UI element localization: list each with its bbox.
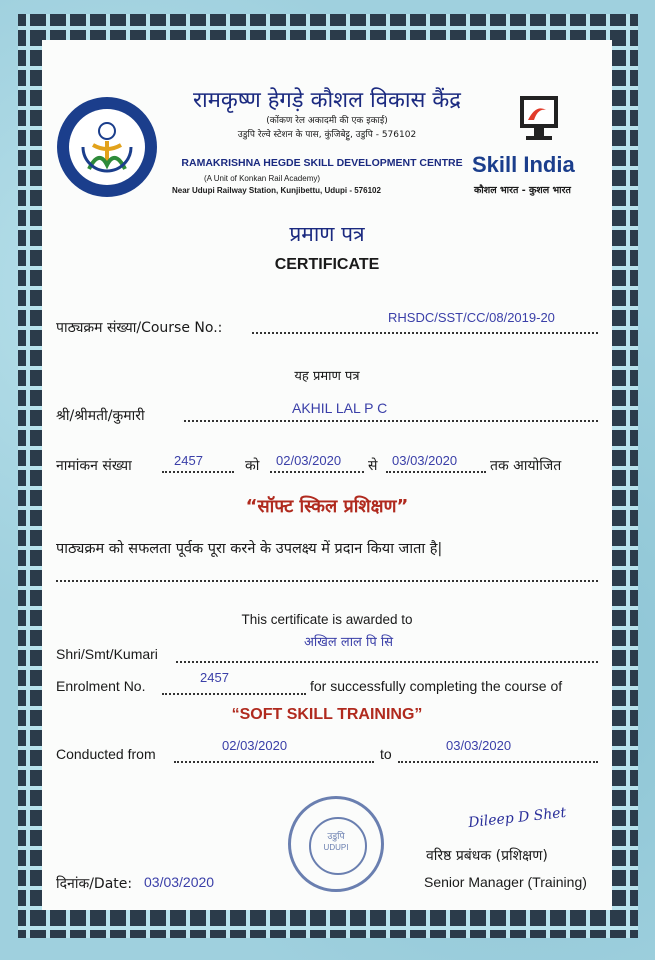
english-to-line xyxy=(398,761,598,763)
certificate-paper xyxy=(42,40,612,910)
hindi-name-label: श्री/श्रीमती/कुमारी xyxy=(56,408,145,424)
english-conducted-label: Conducted from xyxy=(56,746,156,762)
hindi-from-value: 02/03/2020 xyxy=(276,453,342,468)
course-no-value: RHSDC/SST/CC/08/2019-20 xyxy=(388,310,555,325)
hindi-to-value: 03/03/2020 xyxy=(392,453,458,468)
english-intro: This certificate is awarded to xyxy=(241,612,413,627)
stamp-center-hindi: उडुपि xyxy=(327,832,345,842)
certificate-hindi-heading: प्रमाण पत्र xyxy=(289,222,365,246)
english-to-word: to xyxy=(380,746,392,762)
english-name-line xyxy=(176,661,598,663)
header-english-title: RAMAKRISHNA HEGDE SKILL DEVELOPMENT CENTRE xyxy=(181,157,463,169)
english-enrol-label: Enrolment No. xyxy=(56,678,146,694)
header-hindi-title: रामकृष्ण हेगड़े कौशल विकास कैंद्र xyxy=(193,88,461,113)
english-course-title: “SOFT SKILL TRAINING” xyxy=(231,706,423,723)
skill-india-brand: Skill India xyxy=(472,152,575,177)
course-no-line xyxy=(252,332,598,334)
signature: Dileep D Shet xyxy=(467,804,567,832)
english-completion-text: for successfully completing the course of xyxy=(310,678,563,694)
skill-india-tagline: कौशल भारत - कुशल भारत xyxy=(474,185,571,196)
header-english-subtitle: (A Unit of Konkan Rail Academy) xyxy=(203,174,321,183)
english-to-value: 03/03/2020 xyxy=(446,738,512,753)
hindi-enrol-value: 2457 xyxy=(174,453,203,468)
hindi-name-line xyxy=(184,420,598,422)
signatory-hindi: वरिष्ठ प्रबंधक (प्रशिक्षण) xyxy=(426,848,548,864)
course-no-label: पाठ्यक्रम संख्या/Course No.: xyxy=(56,320,223,336)
hindi-to-line xyxy=(386,471,486,473)
hindi-from-line xyxy=(270,471,364,473)
header-hindi-subtitle: (कोंकण रेल अकादमी की एक इकाई) xyxy=(266,116,388,126)
hindi-completion-text: पाठ्यक्रम को सफलता पूर्वक पूरा करने के उपलक्ष्य में प्रदान किया जाता है| xyxy=(56,541,443,557)
hindi-enrol-line xyxy=(162,471,234,473)
english-from-line xyxy=(174,761,374,763)
rhsdc-logo xyxy=(57,97,157,197)
stamp-center-english: UDUPI xyxy=(323,843,349,852)
hindi-conducted-word: तक आयोजित xyxy=(490,458,562,474)
date-label: दिनांक/Date: xyxy=(56,876,133,892)
english-enrol-line xyxy=(162,693,306,695)
hindi-completion-line xyxy=(56,580,598,582)
date-value: 03/03/2020 xyxy=(144,874,215,890)
hindi-enrol-label: नामांकन संख्या xyxy=(56,458,132,474)
official-stamp xyxy=(288,796,384,892)
hindi-to-word: से xyxy=(368,458,378,474)
hindi-name-value: AKHIL LAL P C xyxy=(292,400,388,416)
english-name-value: अखिल लाल पि सि xyxy=(304,635,394,650)
certificate-english-heading: CERTIFICATE xyxy=(274,256,380,273)
logo-figure-icon xyxy=(69,109,145,185)
english-name-label: Shri/Smt/Kumari xyxy=(56,646,158,662)
hindi-from-word: को xyxy=(245,458,260,474)
hindi-course-title: “सॉफ्ट स्किल प्रशिक्षण” xyxy=(245,496,409,517)
signatory-english: Senior Manager (Training) xyxy=(424,874,587,890)
english-from-value: 02/03/2020 xyxy=(222,738,288,753)
english-enrol-value: 2457 xyxy=(200,670,229,685)
rhsdc-logo-inner xyxy=(69,109,145,185)
header-hindi-address: उडुपि रेल्वे स्टेशन के पास, कुंजिबेट्टु, उडुपि - 576102 xyxy=(237,130,417,140)
header-english-address: Near Udupi Railway Station, Kunjibettu, Udupi - 576102 xyxy=(172,186,381,195)
skill-india-monitor-icon xyxy=(516,92,562,144)
hindi-intro: यह प्रमाण पत्र xyxy=(294,369,360,384)
